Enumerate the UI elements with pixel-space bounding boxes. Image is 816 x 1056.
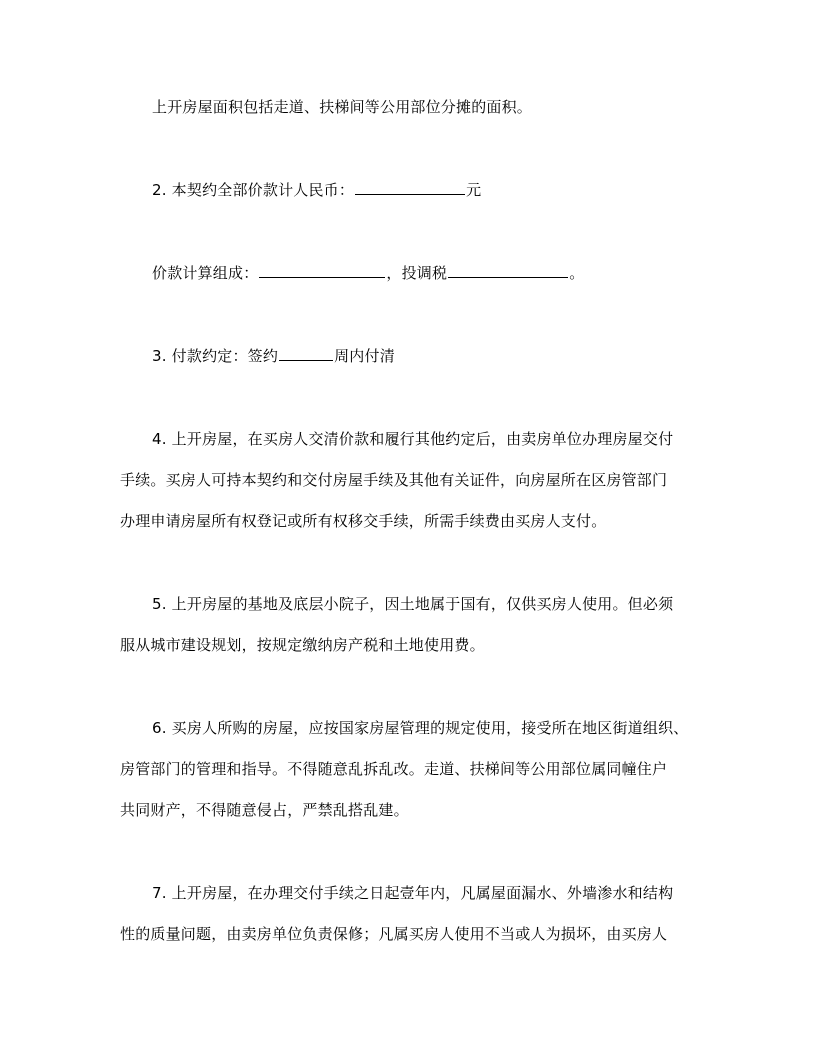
- tax-label: ，投调税: [386, 264, 448, 282]
- paragraph-4-line: [152, 346, 395, 366]
- paragraph-text: 7. 上开房屋，在办理交付手续之日起壹年内，凡属屋面漏水、外墙渗水和结构: [152, 884, 674, 902]
- paragraph-8-line-2: [120, 924, 667, 944]
- paragraph-3-line: [152, 263, 584, 283]
- price-composition-label: 价款计算组成：: [152, 264, 259, 282]
- paragraph-7-line-3: [120, 800, 409, 820]
- paragraph-1-line-1: [152, 97, 532, 117]
- paragraph-5-line-3: [120, 511, 606, 531]
- period-mark: 。: [569, 264, 585, 282]
- currency-unit: 元: [466, 181, 482, 199]
- paragraph-8-line-1: [152, 883, 673, 903]
- paragraph-6-line-2: [120, 635, 485, 655]
- paragraph-text: 房管部门的管理和指导。不得随意乱拆乱改。走道、扶梯间等公用部位属同幢住户: [120, 760, 668, 778]
- paragraph-5-line-2: [120, 470, 667, 490]
- payment-weeks-blank[interactable]: [279, 346, 333, 361]
- payment-terms-suffix: 周内付清: [334, 347, 395, 365]
- paragraph-text: 性的质量问题，由卖房单位负责保修；凡属买房人使用不当或人为损坏，由买房人: [120, 925, 668, 943]
- paragraph-text: 上开房屋面积包括走道、扶梯间等公用部位分摊的面积。: [152, 98, 533, 116]
- paragraph-7-line-2: [120, 759, 667, 779]
- paragraph-text: 手续。买房人可持本契约和交付房屋手续及其他有关证件，向房屋所在区房管部门: [120, 471, 668, 489]
- paragraph-text: 办理申请房屋所有权登记或所有权移交手续，所需手续费由买房人支付。: [120, 512, 607, 530]
- paragraph-6-line-1: [152, 594, 673, 614]
- paragraph-text: 6. 买房人所购的房屋，应按国家房屋管理的规定使用，接受所在地区街道组织、: [152, 719, 689, 737]
- paragraph-text: 5. 上开房屋的基地及底层小院子，因土地属于国有，仅供买房人使用。但必须: [152, 595, 674, 613]
- total-price-label: 2. 本契约全部价款计人民币：: [152, 181, 355, 199]
- paragraph-text: 4. 上开房屋，在买房人交清价款和履行其他约定后，由卖房单位办理房屋交付: [152, 430, 674, 448]
- payment-terms-label: 3. 付款约定：签约: [152, 347, 279, 365]
- total-price-blank[interactable]: [355, 180, 465, 195]
- paragraph-5-line-1: [152, 429, 673, 449]
- tax-blank[interactable]: [448, 263, 568, 278]
- paragraph-7-line-1: [152, 718, 688, 738]
- price-composition-blank[interactable]: [259, 263, 385, 278]
- paragraph-2-line: [152, 180, 481, 200]
- paragraph-text: 服从城市建设规划，按规定缴纳房产税和土地使用费。: [120, 636, 485, 654]
- paragraph-text: 共同财产，不得随意侵占，严禁乱搭乱建。: [120, 801, 409, 819]
